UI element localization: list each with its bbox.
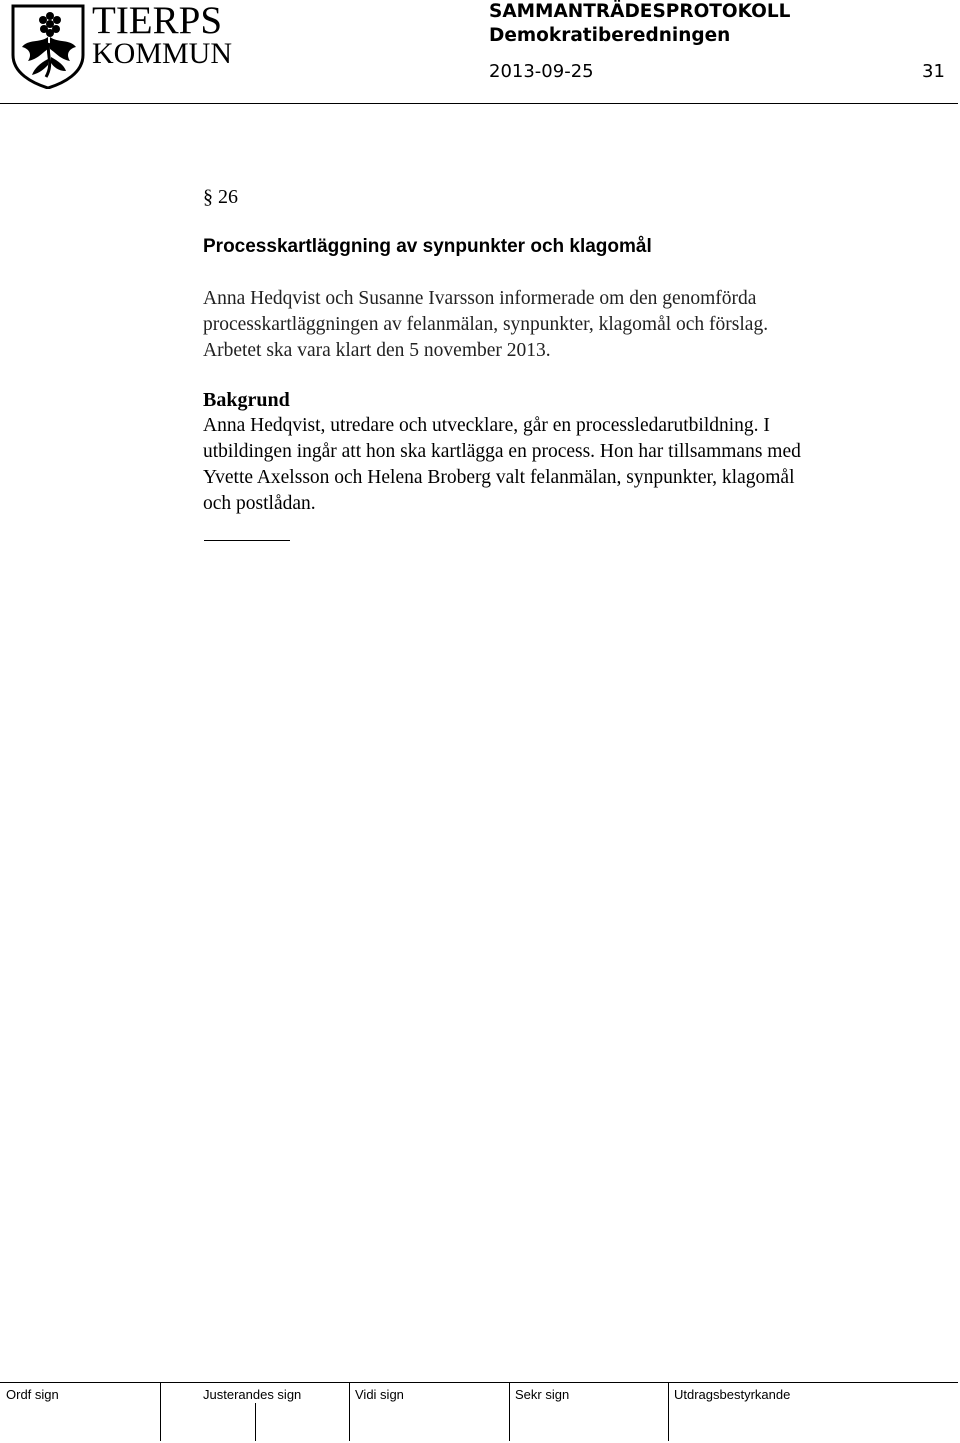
logo-text-kommun: KOMMUN (92, 37, 233, 70)
signature-label: Utdragsbestyrkande (674, 1387, 791, 1402)
text-line: Anna Hedqvist, utredare och utvecklare, går en processledarutbildning. I (203, 415, 770, 436)
municipality-logo (10, 0, 233, 89)
logo-text-tierps: TIERPS (92, 0, 223, 42)
text-line: Anna Hedqvist och Susanne Ivarsson informerade om den genomförda (203, 288, 757, 309)
signature-field-vidi (349, 1383, 509, 1441)
header-divider (0, 103, 958, 104)
signature-field-sekr (509, 1383, 668, 1441)
signature-label: Ordf sign (6, 1387, 59, 1402)
signature-field-utdrag (668, 1383, 958, 1441)
paragraph-number: § 26 (203, 186, 238, 208)
background-heading: Bakgrund (203, 389, 290, 411)
signature-label: Vidi sign (355, 1387, 404, 1402)
signature-label: Sekr sign (515, 1387, 570, 1402)
document-type-title: SAMMANTRÄDESPROTOKOLL (489, 1, 791, 22)
footer-divider (160, 1383, 161, 1441)
section-end-rule (204, 540, 290, 541)
meeting-date: 2013-09-25 (489, 61, 594, 82)
item-heading: Processkartläggning av synpunkter och klagomål (203, 236, 652, 257)
signature-field-justerande (197, 1383, 349, 1441)
footer-subdivider (255, 1403, 256, 1441)
text-line: Arbetet ska vara klart den 5 november 2013. (203, 340, 551, 361)
text-line: och postlådan. (203, 493, 316, 514)
information-paragraph (203, 286, 903, 364)
signature-label: Justerandes sign (203, 1387, 302, 1402)
page-number: 31 (922, 61, 945, 82)
signature-footer (0, 1382, 958, 1443)
committee-name: Demokratiberedningen (489, 25, 731, 46)
text-line: processkartläggningen av felanmälan, synpunkter, klagomål och förslag. (203, 314, 769, 335)
coat-of-arms-icon (10, 3, 86, 89)
background-paragraph (203, 413, 903, 517)
text-line: Yvette Axelsson och Helena Broberg valt felanmälan, synpunkter, klagomål (203, 467, 795, 488)
signature-field-ordf (0, 1383, 160, 1441)
text-line: utbildingen ingår att hon ska kartlägga en process. Hon har tillsammans med (203, 441, 801, 462)
